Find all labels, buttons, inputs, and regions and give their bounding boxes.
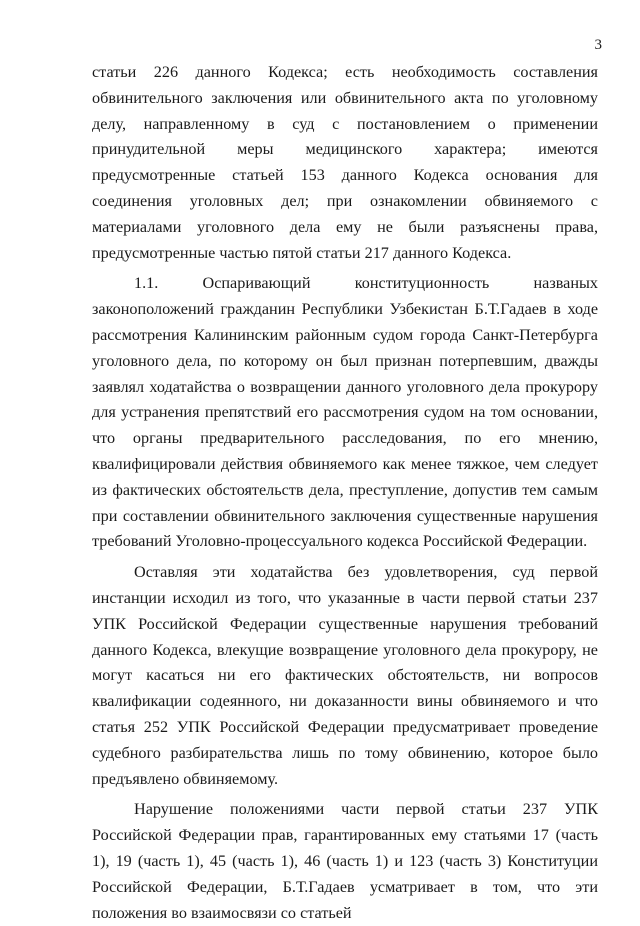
paragraph-continuation: статьи 226 данного Кодекса; есть необходимость составления обвинительного заключения или обвинительного акта по уголовному делу, направленному в суд с постановлением о применении принудительной меры медицинского характера; имеются предусмотренные статьей 153 данного Кодекса основания для соединения уголовных дел; при ознакомлении обвиняемого с материалами уголовного дела ему не были разъяснены права, предусмотренные частью пятой статьи 217 данного Кодекса. [92, 63, 598, 262]
page-number: 3 [594, 37, 602, 53]
document-body [92, 60, 598, 926]
paragraph-court-reasoning: Оставляя эти ходатайства без удовлетворения, суд первой инстанции исходил из того, что указанные в части первой статьи 237 УПК Российской Федерации существенные нарушения требований данного Кодекса, влекущие возвращение уголовного дела прокурору, не могут касаться ни его фактических обстоятельств, ни вопросов квалификации содеянного, ни доказанности вины обвиняемого и что статья 252 УПК Российской Федерации предусматривает проведение судебного разбирательства лишь по тому обвинению, которое было предъявлено обвиняемому. [92, 563, 598, 788]
paragraph-1-1: 1.1. Оспаривающий конституционность названых законоположений гражданин Республики Узбекистан Б.Т.Гадаев в ходе рассмотрения Калининским районным судом города Санкт-Петербурга уголовного дела, по которому он был признан потерпевшим, дважды заявлял ходатайства о возвращении данного уголовного дела прокурору для устранения препятствий его рассмотрения судом на том основании, что органы предварительного расследования, по его мнению, квалифицировали действия обвиняемого как менее тяжкое, чем следует из фактических обстоятельств дела, преступление, допустив тем самым при составлении обвинительного заключения существенные нарушения требований Уголовно-процессуального кодекса Российской Федерации. [92, 274, 598, 551]
paragraph-rights-violation: Нарушение положениями части первой статьи 237 УПК Российской Федерации прав, гарантированных ему статьями 17 (часть 1), 19 (часть 1), 45 (часть 1), 46 (часть 1) и 123 (часть 3) Конституции Российской Федерации, Б.Т.Гадаев усматривает в том, что эти положения во взаимосвязи со статьей [92, 800, 598, 922]
